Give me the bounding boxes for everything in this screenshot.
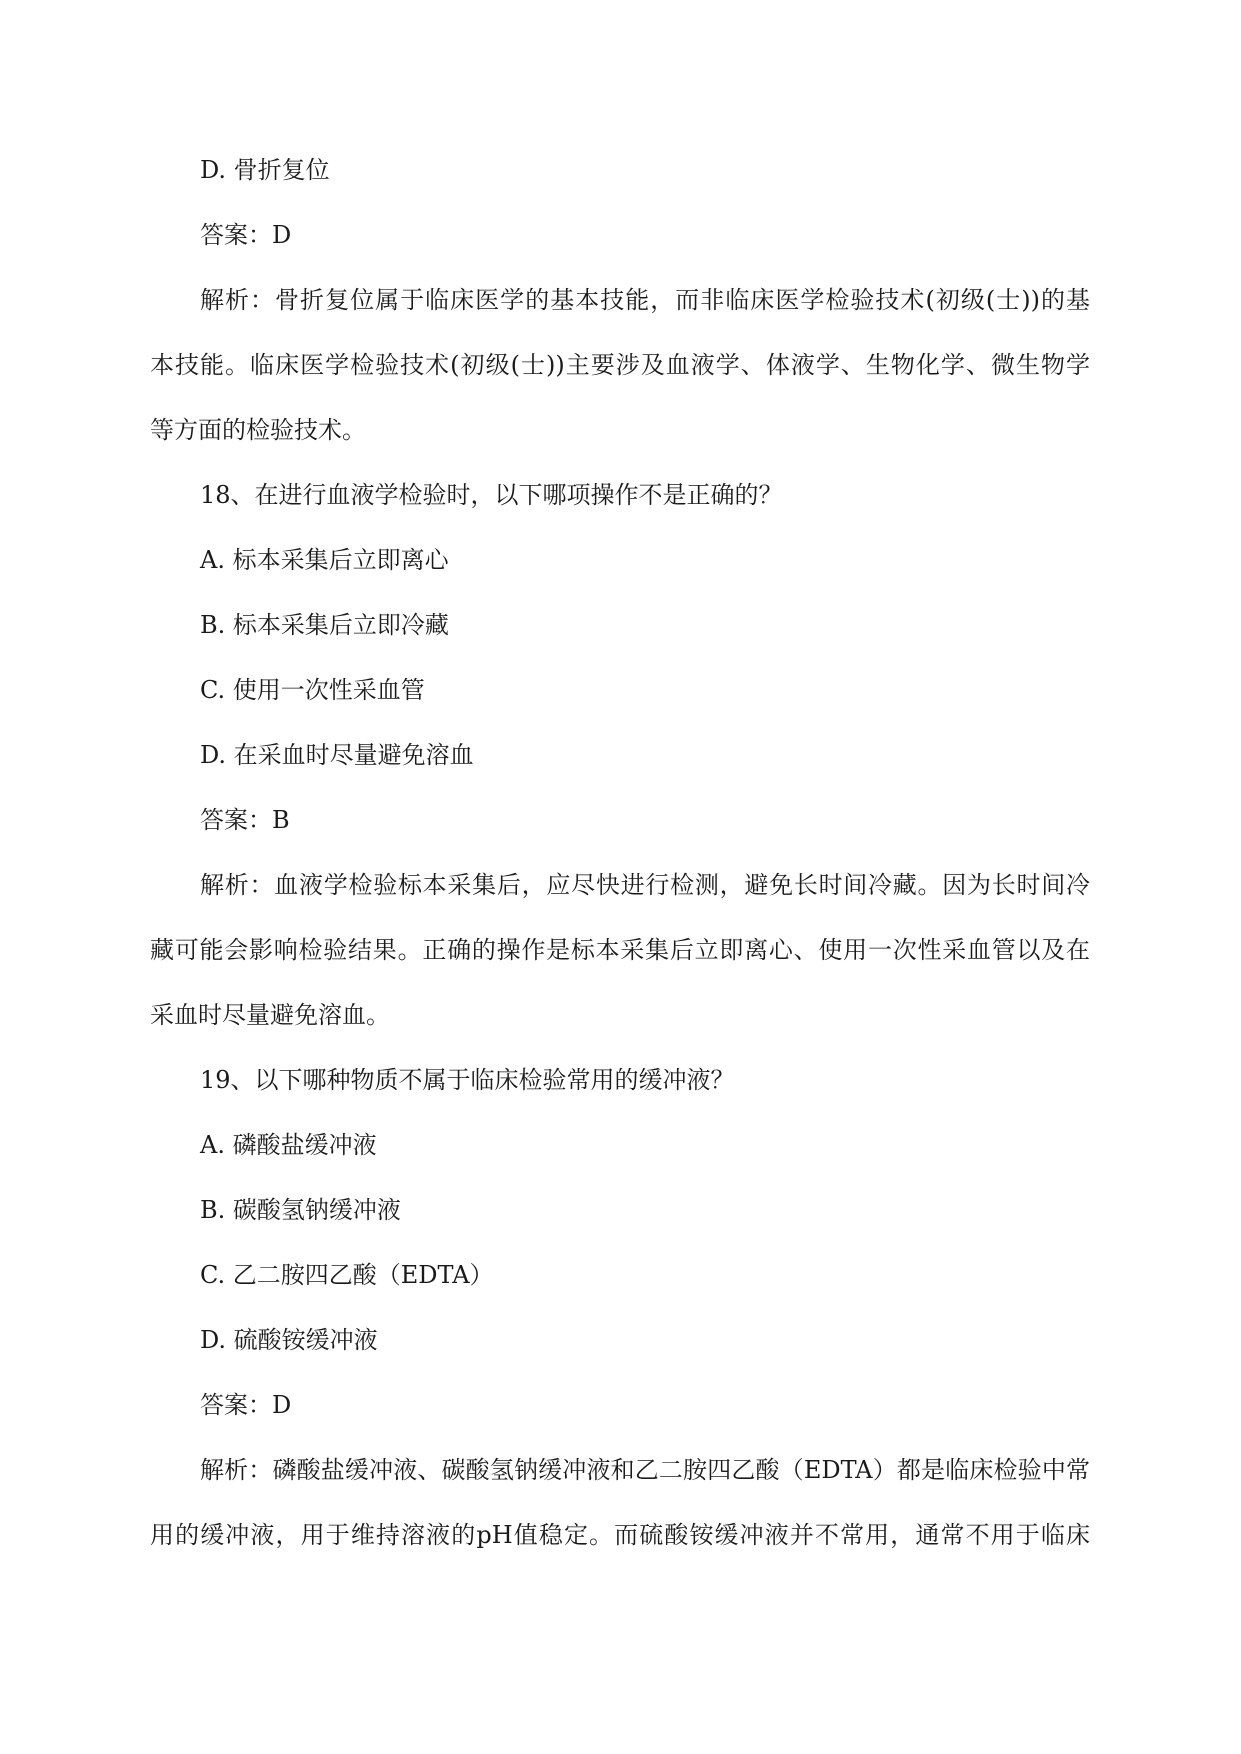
- q18-option-c: C. 使用一次性采血管: [200, 676, 425, 704]
- q17-analysis-line-2: 本技能。临床医学检验技术(初级(士))主要涉及血液学、体液学、生物化学、微生物学: [150, 351, 1090, 379]
- q18-option-b: B. 标本采集后立即冷藏: [200, 611, 449, 639]
- q18-option-d: D. 在采血时尽量避免溶血: [200, 741, 474, 769]
- q18-analysis-line-2: 藏可能会影响检验结果。正确的操作是标本采集后立即离心、使用一次性采血管以及在: [150, 936, 1090, 964]
- q19-question: 19、以下哪种物质不属于临床检验常用的缓冲液？: [200, 1066, 735, 1094]
- q19-option-d: D. 硫酸铵缓冲液: [200, 1326, 378, 1354]
- q19-option-b: B. 碳酸氢钠缓冲液: [200, 1196, 401, 1224]
- q18-analysis-line-3: 采血时尽量避免溶血。: [150, 1001, 390, 1029]
- q17-analysis-line-1: 解析：骨折复位属于临床医学的基本技能，而非临床医学检验技术(初级(士))的基: [200, 286, 1090, 314]
- q17-option-d: D. 骨折复位: [200, 156, 330, 184]
- q19-option-c: C. 乙二胺四乙酸（EDTA）: [200, 1261, 494, 1289]
- q19-analysis-line-2: 用的缓冲液，用于维持溶液的pH值稳定。而硫酸铵缓冲液并不常用，通常不用于临床: [150, 1521, 1090, 1549]
- q19-option-a: A. 磷酸盐缓冲液: [200, 1131, 377, 1159]
- q18-question: 18、在进行血液学检验时，以下哪项操作不是正确的？: [200, 481, 783, 509]
- q18-option-a: A. 标本采集后立即离心: [200, 546, 449, 574]
- q17-analysis-line-3: 等方面的检验技术。: [150, 416, 366, 444]
- q17-answer: 答案：D: [200, 221, 292, 249]
- q19-analysis-line-1: 解析：磷酸盐缓冲液、碳酸氢钠缓冲液和乙二胺四乙酸（EDTA）都是临床检验中常: [200, 1456, 1090, 1484]
- q18-answer: 答案：B: [200, 806, 290, 834]
- q19-answer: 答案：D: [200, 1391, 292, 1419]
- q18-analysis-line-1: 解析：血液学检验标本采集后，应尽快进行检测，避免长时间冷藏。因为长时间冷: [200, 871, 1090, 899]
